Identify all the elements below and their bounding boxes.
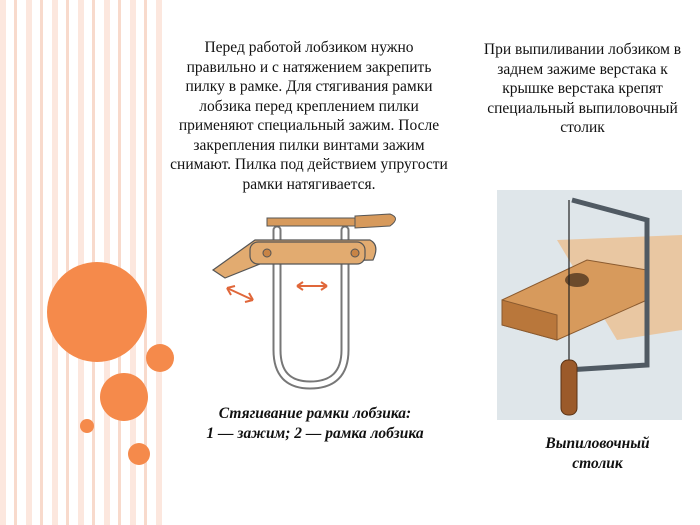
decor-circle-medium: [146, 344, 174, 372]
right-paragraph: При выпиливании лобзиком в заднем зажиме верстака к крышке верстака крепят специальный выпиловочный столик: [483, 41, 682, 136]
fretsaw-clamp-illustration: [205, 200, 425, 395]
right-caption: [510, 434, 685, 474]
left-caption-line2: 1 — зажим; 2 — рамка лобзика: [206, 425, 424, 442]
sawing-table-illustration: [497, 190, 682, 420]
decor-circle-mid: [100, 373, 148, 421]
decor-circle-small: [80, 419, 94, 433]
left-caption: [180, 404, 450, 444]
right-caption-line1: Выпиловочный: [545, 435, 650, 452]
left-caption-line1: Стягивание рамки лобзика:: [218, 405, 412, 422]
decor-circle-large: [47, 262, 147, 362]
left-paragraph: Перед работой лобзиком нужно правильно и с натяжением закрепить пилку в рамке. Для стягивания рамки лобзика перед креплением пилки применяют специальный зажим. После закрепления пилки винтами зажим снимают. Пилка под действием упругости рамки натягивается.: [170, 39, 448, 193]
right-caption-line2: столик: [572, 455, 623, 472]
decor-circle-small-2: [128, 443, 150, 465]
